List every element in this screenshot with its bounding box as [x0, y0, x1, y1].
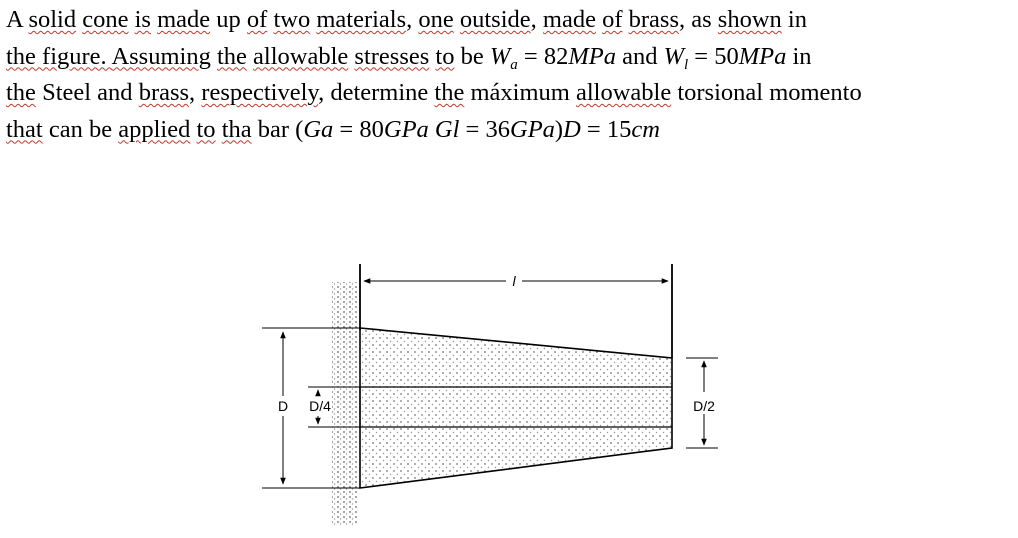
text: stresses: [354, 42, 430, 70]
text: made: [157, 6, 211, 33]
text: allowable: [253, 42, 349, 70]
text: cone: [82, 6, 129, 33]
text: applied: [118, 115, 191, 143]
text: the: [6, 79, 36, 106]
text: Assuming: [111, 42, 211, 70]
text: brass: [628, 6, 679, 33]
text: can be: [42, 115, 119, 143]
text: allowable: [575, 79, 672, 106]
text: made: [542, 6, 596, 33]
allowable-stress-brass: $W_a = 82MPa$: [489, 42, 616, 73]
text: , determine: [318, 79, 435, 106]
text: outside: [459, 6, 531, 33]
cone-body: [360, 328, 672, 488]
text: the: [434, 79, 465, 106]
text: respectively: [201, 79, 319, 106]
text: that: [6, 115, 43, 143]
text: of: [246, 6, 268, 33]
text: to: [435, 42, 455, 70]
text: be: [454, 42, 490, 70]
text: ,: [189, 79, 202, 106]
text: solid: [28, 6, 77, 33]
text: torsional momento: [671, 79, 862, 106]
text: of: [602, 6, 623, 33]
text: máximum: [464, 79, 576, 106]
text: A: [6, 6, 29, 33]
text: Steel and: [35, 79, 139, 106]
text: bar: [251, 115, 296, 143]
text: is: [134, 6, 151, 33]
diameter-label: D: [277, 398, 289, 414]
text: in: [786, 42, 812, 70]
shear-moduli-and-diameter: (Ga = 80GPa Gl = 36GPa)D = 15cm: [295, 115, 660, 143]
text: materials: [316, 6, 407, 33]
end-diameter-label: D/2: [693, 398, 715, 414]
text: ,: [406, 6, 419, 33]
allowable-stress-steel: $W_l = 50MPa$: [663, 42, 787, 73]
text: one: [418, 6, 454, 33]
fixed-support-wall: [332, 282, 358, 526]
text: in: [781, 6, 807, 33]
text: two: [273, 6, 311, 33]
text: to: [196, 115, 216, 143]
text: and: [615, 42, 664, 70]
text: , as: [679, 6, 718, 33]
text: up: [210, 6, 247, 33]
core-diameter-label: D/4: [309, 398, 331, 414]
text: ,: [530, 6, 543, 33]
length-label: l: [512, 273, 516, 289]
text: the figure.: [6, 42, 112, 70]
text: brass: [138, 79, 190, 106]
text: shown: [717, 6, 782, 33]
text: tha: [221, 115, 252, 143]
text: the: [216, 42, 247, 70]
